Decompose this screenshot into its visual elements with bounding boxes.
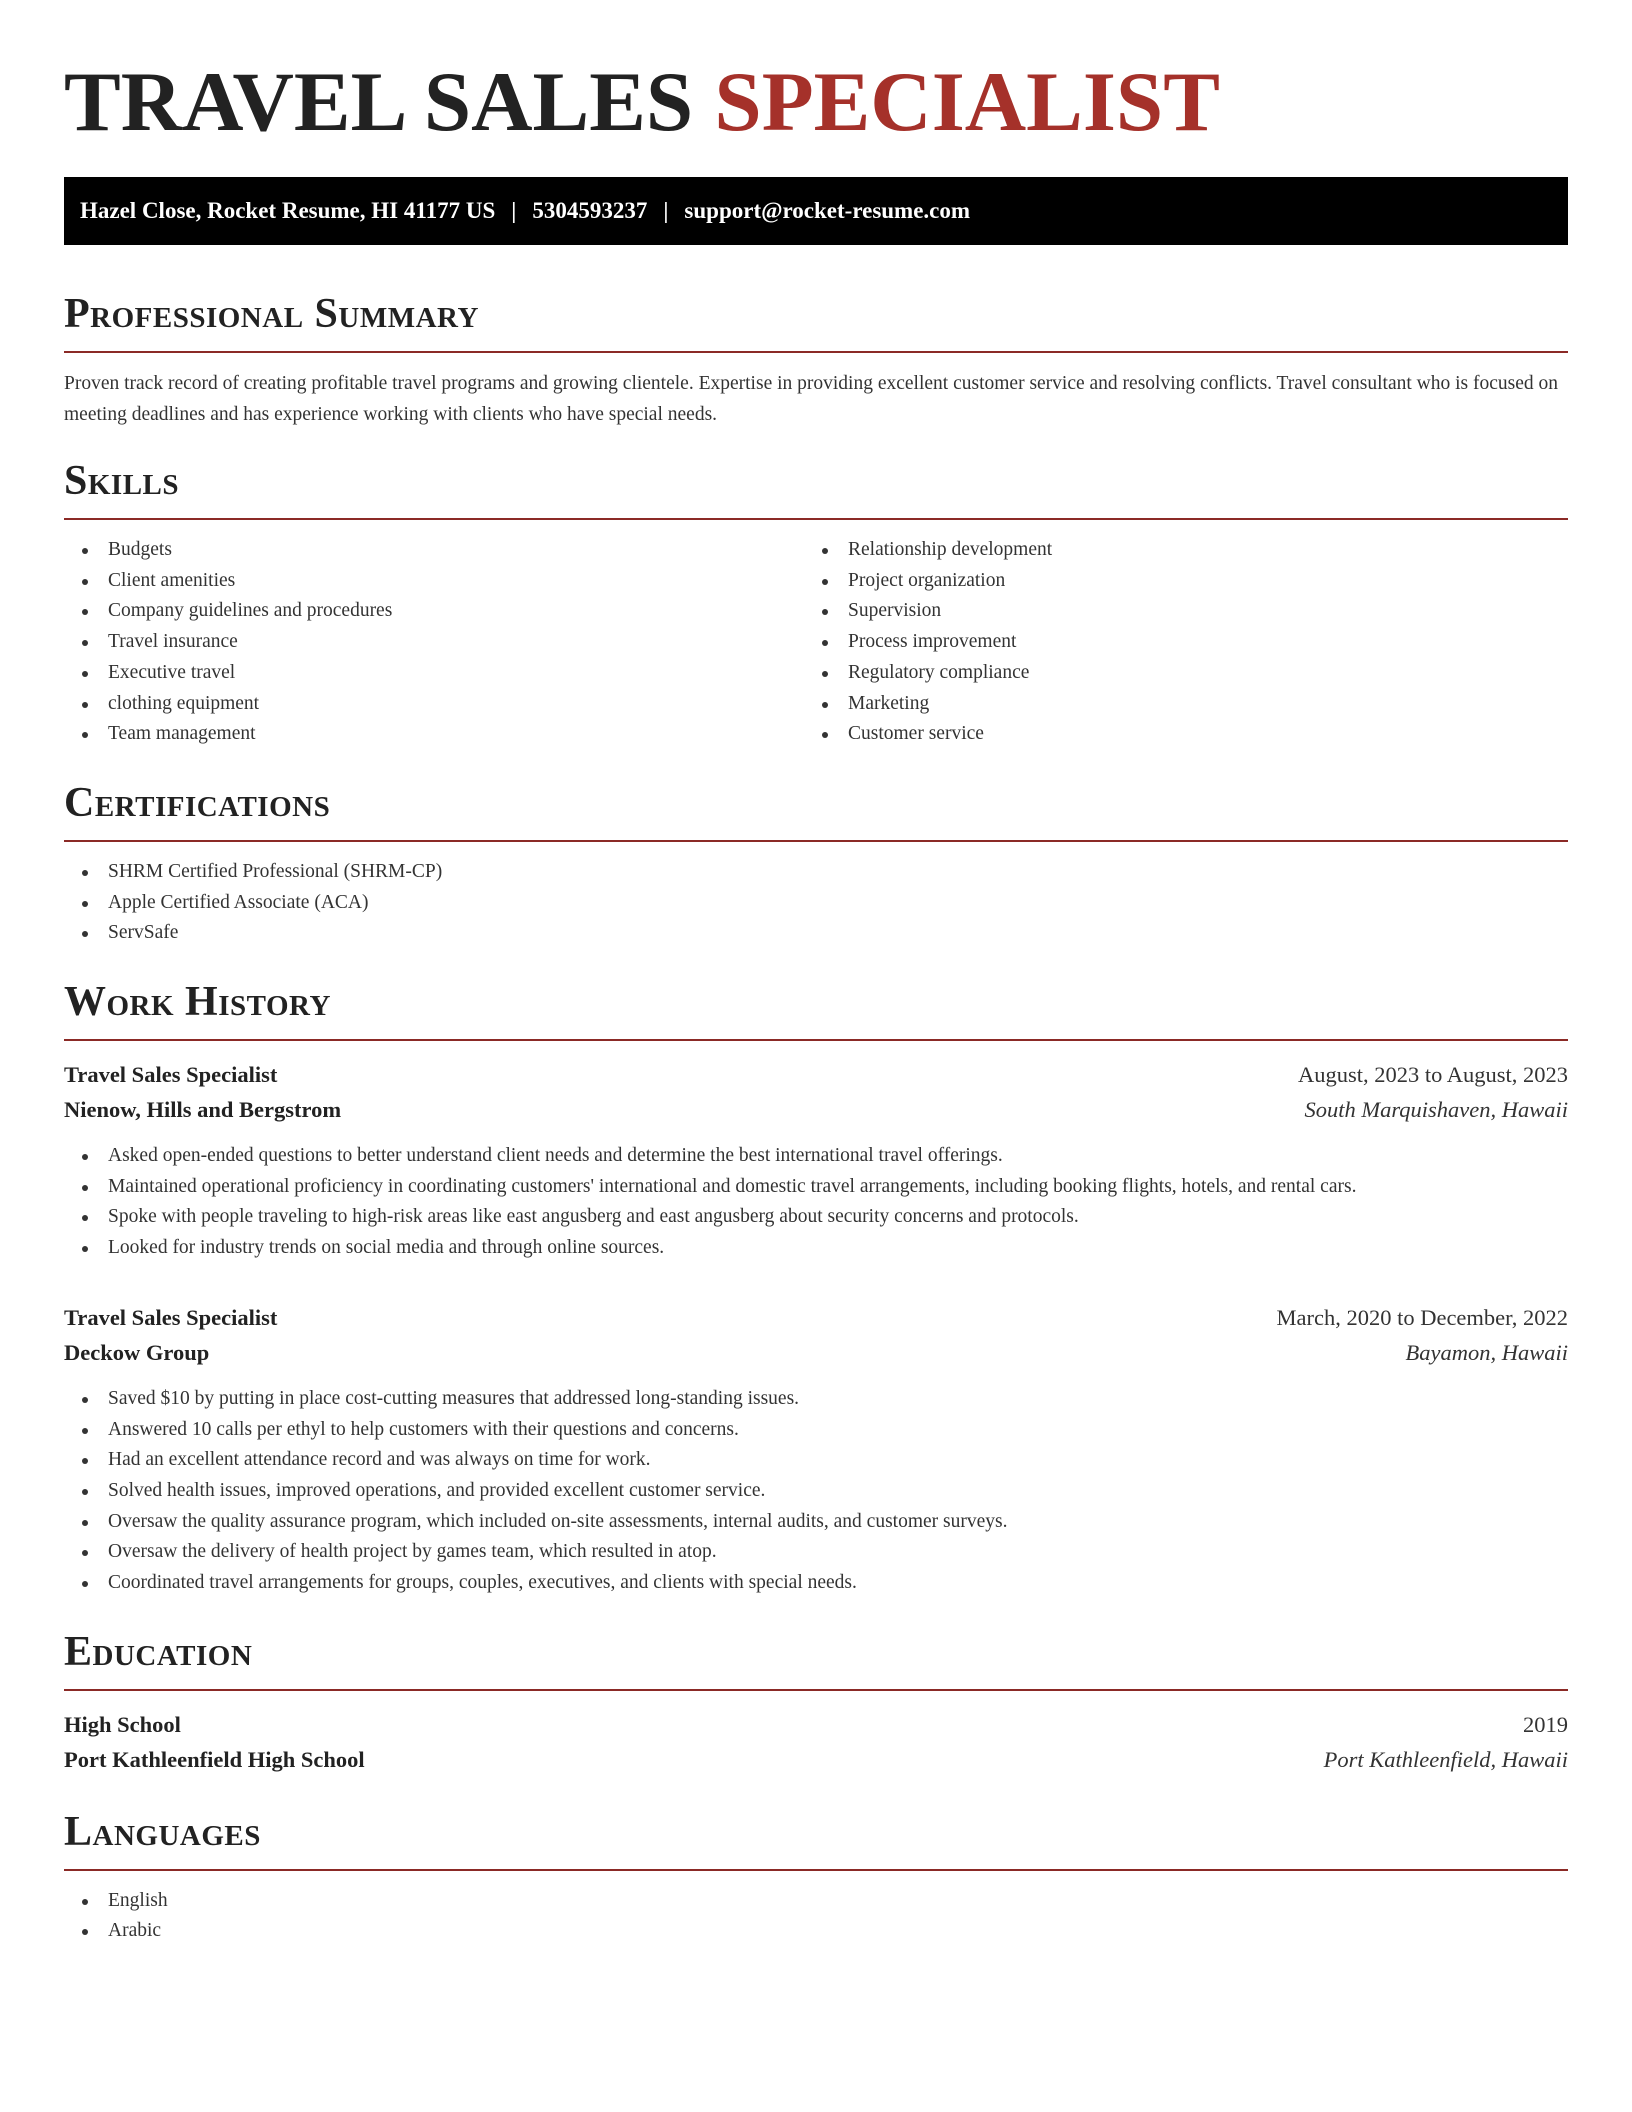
skills-grid (64, 535, 1568, 750)
job-bullet: Had an excellent attendance record and was always on time for work. (64, 1445, 1568, 1476)
certifications-section (64, 778, 1568, 949)
education-school: Port Kathleenfield High School (64, 1746, 365, 1772)
certifications-list (64, 857, 1568, 949)
job-bullet: Solved health issues, improved operations, and provided excellent customer service. (64, 1476, 1568, 1507)
skill-item: Project organization (804, 566, 1544, 597)
contact-separator: | (511, 198, 517, 223)
job-entry (64, 1300, 1568, 1599)
contact-separator: | (663, 198, 669, 223)
job-bullets (64, 1384, 1568, 1599)
education-subheader (64, 1742, 1568, 1777)
job-title: Travel Sales Specialist (64, 1304, 278, 1330)
work-history-section (64, 977, 1568, 1599)
skill-item: Process improvement (804, 627, 1544, 658)
skills-list-left (64, 535, 804, 750)
job-bullet: Oversaw the quality assurance program, which included on-site assessments, internal audits, and customer surveys. (64, 1507, 1568, 1538)
job-bullet: Saved $10 by putting in place cost-cutting measures that addressed long-standing issues. (64, 1384, 1568, 1415)
job-bullet: Looked for industry trends on social media and through online sources. (64, 1233, 1568, 1264)
job-header (64, 1300, 1568, 1335)
job-bullet: Oversaw the delivery of health project by games team, which resulted in atop. (64, 1537, 1568, 1568)
skill-item: Budgets (64, 535, 804, 566)
skill-item: Supervision (804, 596, 1544, 627)
languages-section (64, 1807, 1568, 1947)
title-main: TRAVEL SALES (64, 55, 694, 149)
section-divider (64, 518, 1568, 520)
skill-item: Executive travel (64, 658, 804, 689)
job-bullet: Asked open-ended questions to better understand client needs and determine the best international travel offerings. (64, 1141, 1568, 1172)
education-entry (64, 1707, 1568, 1777)
job-company: Deckow Group (64, 1339, 210, 1365)
skill-item: Regulatory compliance (804, 658, 1544, 689)
summary-text: Proven track record of creating profitable travel programs and growing clientele. Expertise in providing excellent customer service and resolving conflicts. Travel consultant who is focused on meeting deadlines and has experience working with clients who have special needs. (64, 373, 1559, 425)
skill-item: Client amenities (64, 566, 804, 597)
job-subheader (64, 1092, 1568, 1127)
job-bullet: Spoke with people traveling to high-risk areas like east angusberg and east angusberg about security concerns and protocols. (64, 1202, 1568, 1233)
contact-phone: 5304593237 (532, 198, 648, 223)
contact-email: support@rocket-resume.com (684, 198, 971, 223)
job-company: Nienow, Hills and Bergstrom (64, 1097, 342, 1123)
section-divider (64, 1689, 1568, 1691)
skill-item: Company guidelines and procedures (64, 596, 804, 627)
resume-title (64, 0, 1568, 152)
languages-list (64, 1886, 1568, 1947)
skills-heading: Skills (64, 458, 180, 504)
skills-section (64, 456, 1568, 750)
section-divider (64, 840, 1568, 842)
job-entry (64, 1057, 1568, 1264)
work-history-heading: Work History (64, 979, 331, 1026)
job-dates: August, 2023 to August, 2023 (1297, 1062, 1568, 1088)
job-dates: March, 2020 to December, 2022 (1276, 1304, 1568, 1330)
contact-bar (64, 177, 1568, 245)
languages-heading: Languages (64, 1808, 261, 1855)
job-bullet: Answered 10 calls per ethyl to help customers with their questions and concerns. (64, 1415, 1568, 1446)
skill-item: Relationship development (804, 535, 1544, 566)
language-item: Arabic (64, 1916, 1568, 1947)
job-bullet: Maintained operational proficiency in coordinating customers' international and domestic travel arrangements, including booking flights, hotels, and rental cars. (64, 1172, 1568, 1203)
certification-item: Apple Certified Associate (ACA) (64, 888, 1568, 919)
job-subheader (64, 1335, 1568, 1370)
skill-item: Customer service (804, 719, 1544, 750)
section-divider (64, 1039, 1568, 1041)
job-header (64, 1057, 1568, 1092)
skill-item: clothing equipment (64, 689, 804, 720)
job-bullet: Coordinated travel arrangements for groups, couples, executives, and clients with special needs. (64, 1568, 1568, 1599)
education-heading: Education (64, 1628, 253, 1675)
job-title: Travel Sales Specialist (64, 1062, 278, 1088)
education-section (64, 1627, 1568, 1777)
summary-section (64, 289, 1568, 430)
skill-item: Marketing (804, 689, 1544, 720)
education-degree: High School (64, 1711, 181, 1737)
certification-item: ServSafe (64, 918, 1568, 949)
job-location: South Marquishaven, Hawaii (1304, 1097, 1568, 1123)
job-bullets (64, 1141, 1568, 1264)
section-divider (64, 1869, 1568, 1871)
certification-item: SHRM Certified Professional (SHRM-CP) (64, 857, 1568, 888)
education-header (64, 1707, 1568, 1742)
education-year: 2019 (1523, 1711, 1568, 1737)
section-divider (64, 351, 1568, 353)
summary-heading: Professional Summary (64, 291, 479, 337)
job-location: Bayamon, Hawaii (1405, 1339, 1568, 1365)
certifications-heading: Certifications (64, 779, 331, 826)
title-accent: SPECIALIST (714, 55, 1220, 149)
skills-list-right (804, 535, 1544, 750)
contact-address: Hazel Close, Rocket Resume, HI 41177 US (80, 198, 496, 223)
skill-item: Travel insurance (64, 627, 804, 658)
skill-item: Team management (64, 719, 804, 750)
language-item: English (64, 1886, 1568, 1917)
education-location: Port Kathleenfield, Hawaii (1323, 1746, 1568, 1772)
